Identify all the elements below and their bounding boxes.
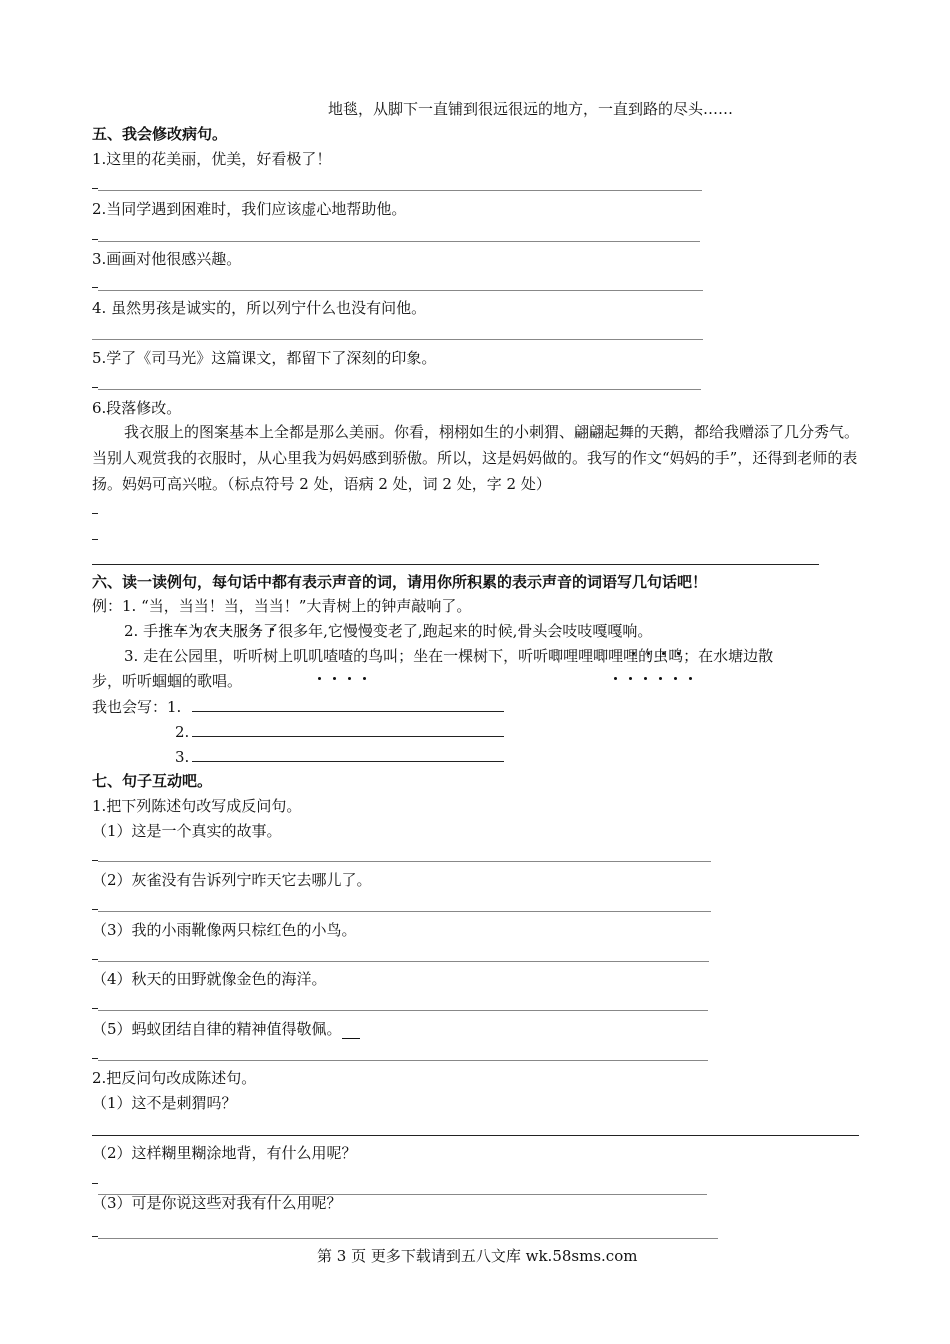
declarative-q-3: （3）可是你说这些对我有什么用呢？ <box>92 1194 342 1212</box>
declarative-q-2: （2）这样糊里糊涂地背，有什么用呢？ <box>92 1144 357 1162</box>
example-3-line-1: 3. 走在公园里，听听树上叽叽喳喳的鸟叫；坐在一棵树下，听听唧哩哩唧哩哩的虫鸣；在水塘边散 <box>124 647 774 665</box>
top-continuation-line: 地毯，从脚下一直铺到很远很远的地方，一直到路的尽头…… <box>328 100 734 118</box>
section-6-title: 六、读一读例句，每句话中都有表示声音的词，请用你所积累的表示声音的词语写几句话吧！ <box>92 573 708 591</box>
answer-line-5-2[interactable] <box>98 241 700 242</box>
answer-tick <box>92 513 98 514</box>
question-5-2: 2.当同学遇到困难时，我们应该虚心地帮助他。 <box>92 200 407 218</box>
answer-line-7-1-2[interactable] <box>98 911 711 912</box>
answer-line-7-1-5[interactable] <box>98 1060 708 1061</box>
answer-tick <box>92 539 98 540</box>
answer-line-7-1-1[interactable] <box>98 861 711 862</box>
write-line-2[interactable] <box>192 736 504 737</box>
rhetorical-q-3: （3）我的小雨靴像两只棕红色的小鸟。 <box>92 921 357 939</box>
question-5-1: 1.这里的花美丽，优美，好看极了！ <box>92 150 332 168</box>
answer-tick <box>92 909 98 910</box>
answer-line-7-2-1[interactable] <box>92 1135 859 1136</box>
question-5-3: 3.画画对他很感兴趣。 <box>92 250 242 268</box>
emphasis-dots-example-3a <box>318 666 378 672</box>
answer-line-5-5[interactable] <box>98 389 701 390</box>
write-line-3[interactable] <box>192 761 504 762</box>
answer-tick <box>92 959 98 960</box>
example-3-line-2: 步，听听蝈蝈的歌唱。 <box>92 672 243 690</box>
section-7-part-2-title: 2.把反问句改成陈述句。 <box>92 1069 257 1087</box>
answer-line-5-6[interactable] <box>92 564 819 565</box>
answer-tick <box>92 387 98 388</box>
rhetorical-q-2: （2）灰雀没有告诉列宁昨天它去哪儿了。 <box>92 871 372 889</box>
example-1: 例：1. “当，当当！当，当当！”大青树上的钟声敲响了。 <box>92 597 472 615</box>
page-footer: 第 3 页 更多下载请到五八文库 wk.58sms.com <box>317 1247 638 1265</box>
answer-tick <box>92 1008 98 1009</box>
declarative-q-1: （1）这不是刺猬吗？ <box>92 1094 237 1112</box>
answer-tick <box>92 239 98 240</box>
rhetorical-q-4: （4）秋天的田野就像金色的海洋。 <box>92 970 327 988</box>
rhetorical-q-5: （5）蚂蚁团结自律的精神值得敬佩。 <box>92 1019 360 1039</box>
write-number-3: 3. <box>175 748 190 766</box>
answer-line-7-1-4[interactable] <box>98 1010 708 1011</box>
question-5-4: 4. 虽然男孩是诚实的，所以列宁什么也没有问他。 <box>92 299 427 317</box>
question-5-5: 5.学了《司马光》这篇课文，都留下了深刻的印象。 <box>92 349 437 367</box>
answer-line-7-2-3[interactable] <box>98 1238 718 1239</box>
write-label: 我也会写：1. <box>92 698 182 716</box>
answer-tick <box>92 1236 98 1237</box>
emphasis-dots-example-3b <box>614 666 704 672</box>
answer-line-5-4[interactable] <box>92 339 703 340</box>
rhetorical-q-1: （1）这是一个真实的故事。 <box>92 822 282 840</box>
section-7-title: 七、句子互动吧。 <box>92 772 213 790</box>
paragraph-to-correct: 我衣服上的图案基本上全都是那么美丽。你看，栩栩如生的小刺猬、翩翩起舞的天鹅，都给我赠添了几分秀气。当别人观赏我的衣服时，从心里我为妈妈感到骄傲。所以，这是妈妈做的。我写的作文“妈妈的手”，还得到老师的表扬。妈妈可高兴啦。（标点符号 2 处，语病 2 处，词 2 处，字 2 处） <box>92 423 860 493</box>
write-number-2: 2. <box>175 723 190 741</box>
answer-tick <box>92 1183 98 1184</box>
question-5-6-title: 6.段落修改。 <box>92 399 182 417</box>
section-7-part-1-title: 1.把下列陈述句改写成反问句。 <box>92 797 302 815</box>
section-5-title: 五、我会修改病句。 <box>92 125 228 143</box>
answer-line-7-1-3[interactable] <box>98 961 709 962</box>
answer-line-5-3[interactable] <box>98 290 703 291</box>
example-2: 2. 手推车为农夫服务了很多年,它慢慢变老了,跑起来的时候,骨头会吱吱嘎嘎响。 <box>124 622 653 640</box>
answer-tick <box>92 188 98 189</box>
write-line-1[interactable] <box>192 711 504 712</box>
answer-tick <box>92 1058 98 1059</box>
answer-line-5-1[interactable] <box>98 190 702 191</box>
inline-blank[interactable] <box>342 1024 360 1039</box>
answer-tick <box>92 287 98 288</box>
